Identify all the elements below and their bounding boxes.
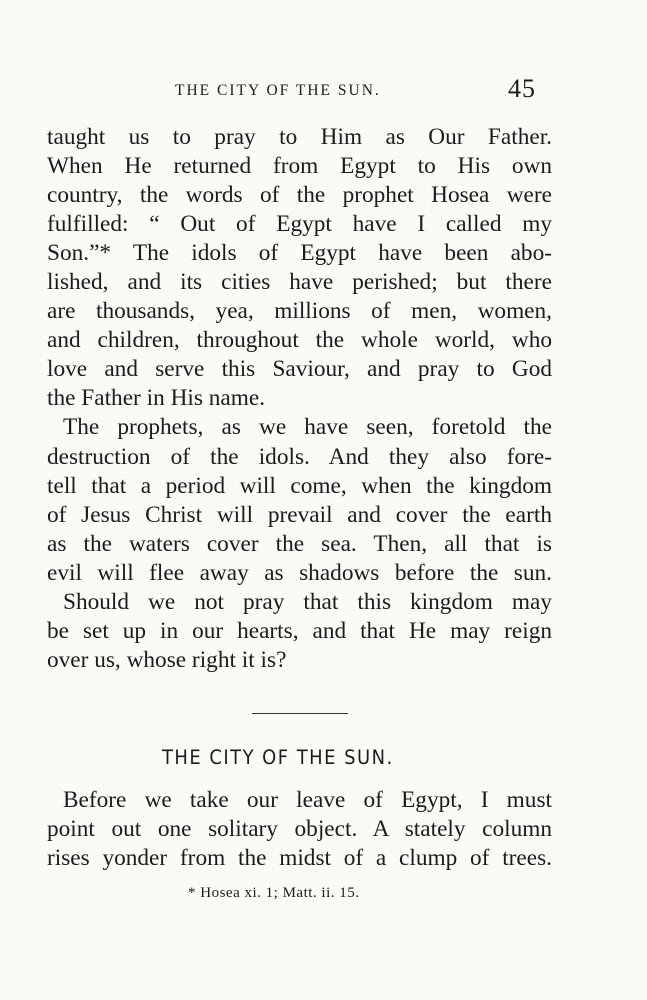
text-line: evil will flee away as shadows before the sun. <box>47 559 552 586</box>
text-line: love and serve this Saviour, and pray to God <box>47 356 552 383</box>
text-line: taught us to pray to Him as Our Father. <box>47 124 552 150</box>
text-line: country, the words of the prophet Hosea were <box>47 182 552 209</box>
text-line: fulfilled: “ Out of Egypt have I called my <box>47 211 552 238</box>
page-number: 45 <box>508 74 536 103</box>
section-heading: THE CITY OF THE SUN. <box>162 746 394 769</box>
text-line: When He returned from Egypt to His own <box>47 153 552 180</box>
text-line: Should we not pray that this kingdom may <box>63 588 552 615</box>
section-divider <box>252 713 348 714</box>
text-line: Son.”* The idols of Egypt have been abo- <box>47 240 552 267</box>
text-line: and children, throughout the whole world, who <box>47 327 552 354</box>
text-line: be set up in our hearts, and that He may reign <box>47 617 552 644</box>
text-line: tell that a period will come, when the kingdom <box>47 472 552 499</box>
text-line: as the waters cover the sea. Then, all that is <box>47 530 552 557</box>
text-line: Before we take our leave of Egypt, I must <box>63 787 552 813</box>
text-line: are thousands, yea, millions of men, women, <box>47 298 552 325</box>
body-text <box>47 123 552 675</box>
text-line: over us, whose right it is? <box>47 646 287 673</box>
text-line: the Father in His name. <box>47 385 266 412</box>
text-line: of Jesus Christ will prevail and cover the earth <box>47 501 552 528</box>
running-head: THE CITY OF THE SUN. <box>175 82 381 99</box>
footnote: * Hosea xi. 1; Matt. ii. 15. <box>188 885 360 901</box>
text-line: The prophets, as we have seen, foretold the <box>63 414 552 441</box>
section-text <box>47 786 552 873</box>
text-line: destruction of the idols. And they also fore- <box>47 443 552 470</box>
text-line: rises yonder from the midst of a clump of trees. <box>47 845 552 872</box>
text-line: lished, and its cities have perished; but there <box>47 269 552 296</box>
text-line: point out one solitary object. A stately column <box>47 816 552 843</box>
